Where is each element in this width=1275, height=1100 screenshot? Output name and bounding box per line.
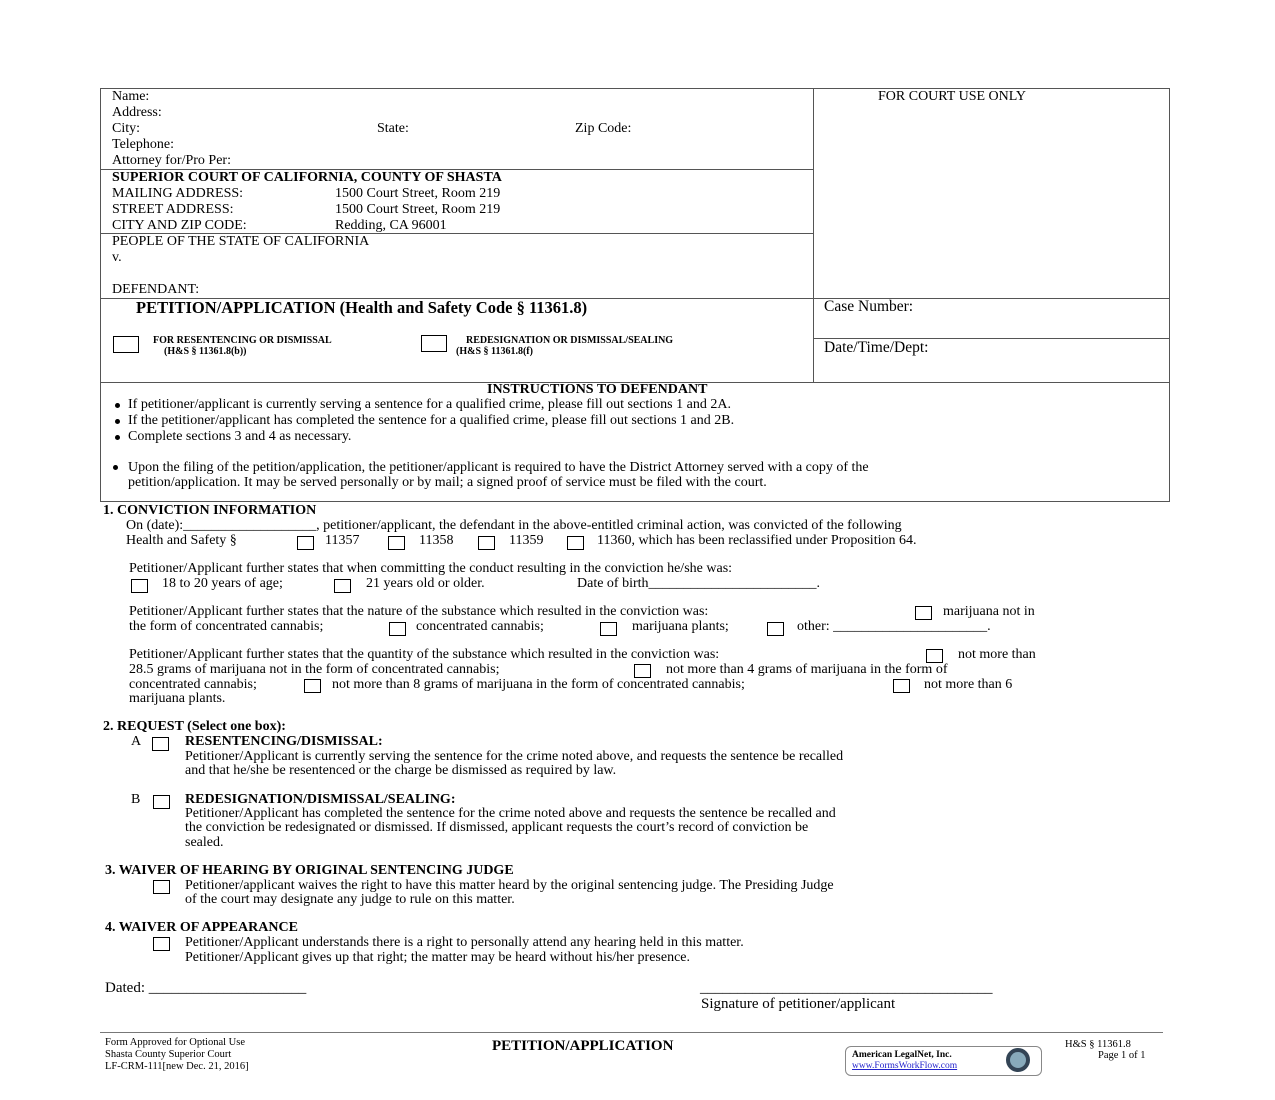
waiver-appearance-text: Petitioner/Applicant understands there is a right to personally attend any hearing held in this matter. <box>185 935 744 950</box>
logo-company: American LegalNet, Inc. <box>852 1050 952 1060</box>
page-number: Page 1 of 1 <box>1098 1050 1146 1061</box>
conviction-date-line[interactable]: On (date):___________________, petitioner/applicant, the defendant in the above-entitled criminal action, was convicted of the following <box>126 518 902 533</box>
bullet-icon <box>115 435 120 440</box>
city-field[interactable]: City: <box>112 121 141 136</box>
date-time-dept-field[interactable]: Date/Time/Dept: <box>824 339 929 356</box>
quantity-label: not more than 8 grams of marijuana in the form of concentrated cannabis; <box>332 677 745 692</box>
attorney-field[interactable]: Attorney for/Pro Per: <box>112 153 231 168</box>
court-title: SUPERIOR COURT OF CALIFORNIA, COUNTY OF SHASTA <box>112 170 502 185</box>
resentencing-dismissal-checkbox[interactable] <box>152 737 169 751</box>
11359-checkbox[interactable] <box>478 536 495 550</box>
form-number: LF-CRM-111[new Dec. 21, 2016] <box>105 1061 249 1072</box>
redesignation-checkbox[interactable] <box>421 335 447 352</box>
11359-label: 11359 <box>509 533 544 548</box>
street-label: STREET ADDRESS: <box>112 202 234 217</box>
people-label: PEOPLE OF THE STATE OF CALIFORNIA <box>112 234 370 249</box>
quantity-6-plants-checkbox[interactable] <box>893 679 910 693</box>
section-1-title: 1. CONVICTION INFORMATION <box>103 503 317 518</box>
quantity-28-5g-checkbox[interactable] <box>926 649 943 663</box>
state-field[interactable]: State: <box>377 121 409 136</box>
waiver-hearing-text: Petitioner/applicant waives the right to have this matter heard by the original sentencing judge. The Presiding Judge <box>185 878 834 893</box>
quantity-label: marijuana plants. <box>129 691 226 706</box>
quantity-label: not more than <box>958 647 1036 662</box>
instruction-item: Complete sections 3 and 4 as necessary. <box>128 429 352 444</box>
option-b-text: Petitioner/Applicant has completed the sentence for the crime noted above and requests the sentence be recalled and <box>185 806 836 821</box>
quantity-label: concentrated cannabis; <box>129 677 257 692</box>
hs-label: Health and Safety § <box>126 533 237 548</box>
name-field[interactable]: Name: <box>112 89 150 104</box>
globe-logo-icon <box>1006 1048 1030 1072</box>
substance-label: marijuana not in <box>943 604 1035 619</box>
substance-label: concentrated cannabis; <box>416 619 544 634</box>
11360-label: 11360, which has been reclassified under Proposition 64. <box>597 533 917 548</box>
divider <box>100 88 101 502</box>
dated-field[interactable]: Dated: _____________________ <box>105 980 307 996</box>
option-a-text: Petitioner/Applicant is currently serving the sentence for the crime noted above, and requests the sentence be recalled <box>185 749 844 764</box>
marijuana-plants-checkbox[interactable] <box>600 622 617 636</box>
quantity-8g-checkbox[interactable] <box>304 679 321 693</box>
option-b-text: the conviction be redesignated or dismissed. If dismissed, applicant requests the court’s record of conviction be <box>185 820 809 835</box>
other-substance-checkbox[interactable] <box>767 622 784 636</box>
instruction-item: If petitioner/applicant is currently serving a sentence for a qualified crime, please fill out sections 1 and 2A. <box>128 397 731 412</box>
quantity-intro: Petitioner/Applicant further states that the quantity of the substance which resulted in the conviction was: <box>129 647 720 662</box>
waive-hearing-checkbox[interactable] <box>153 880 170 894</box>
address-field[interactable]: Address: <box>112 105 162 120</box>
waive-appearance-checkbox[interactable] <box>153 937 170 951</box>
redesignation-dismissal-sealing-checkbox[interactable] <box>153 795 170 809</box>
option-resentencing-label: FOR RESENTENCING OR DISMISSAL <box>153 335 332 346</box>
court-use-label: FOR COURT USE ONLY <box>878 89 1027 104</box>
case-number-field[interactable]: Case Number: <box>824 298 914 315</box>
versus-label: v. <box>112 250 122 265</box>
signature-line[interactable]: _______________________________________ <box>700 980 993 996</box>
footer-code: H&S § 11361.8 <box>1065 1039 1131 1050</box>
date-of-birth-field[interactable]: Date of birth________________________. <box>577 576 821 591</box>
bullet-icon <box>113 465 118 470</box>
option-redesignation-label: REDESIGNATION OR DISMISSAL/SEALING <box>466 335 674 346</box>
mailing-label: MAILING ADDRESS: <box>112 186 244 201</box>
age-18-20-label: 18 to 20 years of age; <box>162 576 283 591</box>
footer-text: Shasta County Superior Court <box>105 1049 232 1060</box>
footer-text: Form Approved for Optional Use <box>105 1037 245 1048</box>
petition-title: PETITION/APPLICATION (Health and Safety Code § 11361.8) <box>136 298 588 317</box>
section-4-title: 4. WAIVER OF APPEARANCE <box>105 920 298 935</box>
11357-checkbox[interactable] <box>297 536 314 550</box>
footer-title: PETITION/APPLICATION <box>492 1038 674 1054</box>
concentrated-cannabis-checkbox[interactable] <box>389 622 406 636</box>
quantity-label: not more than 4 grams of marijuana in the form of <box>666 662 948 677</box>
city-zip: Redding, CA 96001 <box>335 218 447 233</box>
resentencing-checkbox[interactable] <box>113 336 139 353</box>
street-address: 1500 Court Street, Room 219 <box>335 202 501 217</box>
age-intro: Petitioner/Applicant further states that when committing the conduct resulting in the conviction he/she was: <box>129 561 733 576</box>
age-18-20-checkbox[interactable] <box>131 579 148 593</box>
quantity-label: 28.5 grams of marijuana not in the form of concentrated cannabis; <box>129 662 500 677</box>
footer-divider <box>100 1032 1163 1033</box>
zip-field[interactable]: Zip Code: <box>575 121 632 136</box>
other-substance-field[interactable]: other: ______________________. <box>797 619 991 634</box>
instruction-item: If the petitioner/applicant has completed the sentence for a qualified crime, please fill out sections 1 and 2B. <box>128 413 735 428</box>
option-b-letter: B <box>131 792 141 807</box>
section-3-title: 3. WAIVER OF HEARING BY ORIGINAL SENTENCING JUDGE <box>105 863 514 878</box>
signature-label: Signature of petitioner/applicant <box>701 996 896 1012</box>
divider <box>100 501 1170 502</box>
age-21-label: 21 years old or older. <box>366 576 485 591</box>
quantity-4g-checkbox[interactable] <box>634 664 651 678</box>
11358-label: 11358 <box>419 533 454 548</box>
bullet-icon <box>115 419 120 424</box>
age-21-checkbox[interactable] <box>334 579 351 593</box>
marijuana-not-concentrated-checkbox[interactable] <box>915 606 932 620</box>
city-label: CITY AND ZIP CODE: <box>112 218 247 233</box>
logo-link[interactable]: www.FormsWorkFlow.com <box>852 1061 958 1071</box>
11360-checkbox[interactable] <box>567 536 584 550</box>
instructions-title: INSTRUCTIONS TO DEFENDANT <box>487 382 708 397</box>
section-2-title: 2. REQUEST (Select one box): <box>103 719 286 734</box>
option-redesignation-code: (H&S § 11361.8(f) <box>456 346 533 357</box>
option-a-text: and that he/she be resentenced or the charge be dismissed as required by law. <box>185 763 617 778</box>
telephone-field[interactable]: Telephone: <box>112 137 174 152</box>
instruction-item: petition/application. It may be served personally or by mail; a signed proof of service must be filed with the court. <box>128 475 767 490</box>
option-b-title: REDESIGNATION/DISMISSAL/SEALING: <box>185 792 456 807</box>
option-b-text: sealed. <box>185 835 224 850</box>
substance-intro: Petitioner/Applicant further states that the nature of the substance which resulted in the conviction was: <box>129 604 709 619</box>
defendant-field[interactable]: DEFENDANT: <box>112 282 200 297</box>
option-a-title: RESENTENCING/DISMISSAL: <box>185 734 383 749</box>
bullet-icon <box>115 403 120 408</box>
substance-label: the form of concentrated cannabis; <box>129 619 324 634</box>
divider <box>1169 88 1170 502</box>
11357-label: 11357 <box>325 533 360 548</box>
11358-checkbox[interactable] <box>388 536 405 550</box>
substance-label: marijuana plants; <box>632 619 729 634</box>
legalnet-logo-box <box>845 1046 1042 1076</box>
option-resentencing-code: (H&S § 11361.8(b)) <box>164 346 247 357</box>
mailing-address: 1500 Court Street, Room 219 <box>335 186 501 201</box>
instruction-item: Upon the filing of the petition/application, the petitioner/applicant is required to have the District Attorney served with a copy of the <box>128 460 869 475</box>
option-a-letter: A <box>131 734 142 749</box>
waiver-appearance-text: Petitioner/Applicant gives up that right; the matter may be heard without his/her presence. <box>185 950 691 965</box>
waiver-hearing-text: of the court may designate any judge to rule on this matter. <box>185 892 515 907</box>
quantity-label: not more than 6 <box>924 677 1013 692</box>
